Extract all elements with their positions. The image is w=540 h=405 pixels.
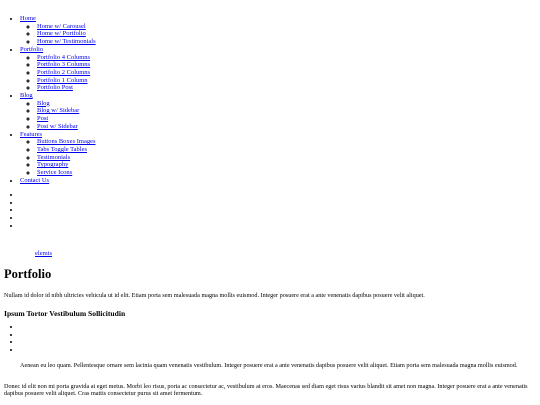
nav-link-blog[interactable]: Blog bbox=[20, 92, 33, 100]
nav-subitem bbox=[37, 23, 96, 31]
nav-link-typography[interactable]: Typography bbox=[37, 161, 69, 169]
nav-subitem bbox=[37, 169, 96, 177]
nav-item-home bbox=[20, 15, 96, 46]
nav-item-portfolio bbox=[20, 46, 96, 92]
nav-link-portfolio-3-columns[interactable]: Portfolio 3 Columns bbox=[37, 61, 91, 69]
nav-subitem bbox=[37, 54, 96, 62]
nav-subitem bbox=[37, 154, 96, 162]
nav-item-contact bbox=[20, 177, 96, 185]
body-paragraph-1: Aenean eu leo quam. Pellentesque ornare sem lacinia quam venenatis vestibulum. Integer posuere erat a ante venenatis dapibus posuere velit aliquet. Etiam porta sem malesuada magna mollis euismod. bbox=[20, 362, 518, 369]
nav-subitem bbox=[37, 107, 96, 115]
nav-subitem bbox=[37, 84, 96, 92]
nav-link-post[interactable]: Post bbox=[37, 115, 49, 123]
nav-item-blog bbox=[20, 92, 96, 131]
nav-subitem bbox=[37, 123, 96, 131]
logo-link[interactable]: elemis bbox=[35, 250, 52, 257]
body-paragraph-2: Donec id elit non mi porta gravida at eget metus. Morbi leo risus, porta ac consectetur ac, vestibulum at eros. Maecenas sed diam eget risus varius blandit sit amet non magna. Integer posuere erat a ante venenatis dapibus posuere velit aliquet. Cras mattis consectetur purus sit amet fermentum. bbox=[4, 383, 528, 398]
nav-subitem bbox=[37, 38, 96, 46]
nav-link-contact-us[interactable]: Contact Us bbox=[20, 176, 50, 184]
nav-subitem bbox=[37, 77, 96, 85]
nav-subitem bbox=[37, 61, 96, 69]
nav-submenu-features bbox=[20, 138, 96, 177]
nav-link-portfolio-4-columns[interactable]: Portfolio 4 Columns bbox=[37, 53, 91, 61]
nav-subitem bbox=[37, 69, 96, 77]
nav-menu bbox=[0, 15, 96, 184]
nav-subitem bbox=[37, 30, 96, 38]
main-navigation bbox=[0, 15, 96, 184]
nav-submenu-home bbox=[20, 23, 96, 46]
portfolio-image-list bbox=[0, 323, 20, 353]
nav-link-portfolio-2-columns[interactable]: Portfolio 2 Columns bbox=[37, 68, 91, 76]
nav-link-post-sidebar[interactable]: Post w/ Sidebar bbox=[37, 122, 78, 130]
nav-link-portfolio-post[interactable]: Portfolio Post bbox=[37, 84, 73, 92]
nav-link-blog-main[interactable]: Blog bbox=[37, 99, 50, 107]
section-title: Ipsum Tortor Vestibulum Sollicitudin bbox=[4, 309, 126, 318]
nav-link-home[interactable]: Home bbox=[20, 15, 36, 22]
nav-link-portfolio-1-column[interactable]: Portfolio 1 Column bbox=[37, 76, 88, 84]
social-links-list bbox=[0, 191, 20, 229]
nav-subitem bbox=[37, 161, 96, 169]
nav-subitem bbox=[37, 138, 96, 146]
nav-item-features bbox=[20, 131, 96, 177]
nav-link-testimonials[interactable]: Testimonials bbox=[37, 153, 71, 161]
nav-link-tabs-toggle-tables[interactable]: Tabs Toggle Tables bbox=[37, 145, 88, 153]
nav-link-service-icons[interactable]: Service Icons bbox=[37, 169, 73, 177]
intro-text: Nullam id dolor id nibh ultricies vehicula ut id elit. Etiam porta sem malesuada magna mollis euismod. Integer posuere erat a ante venenatis dapibus posuere velit aliquet. bbox=[4, 292, 425, 299]
nav-subitem bbox=[37, 115, 96, 123]
nav-link-features[interactable]: Features bbox=[20, 130, 43, 138]
nav-subitem bbox=[37, 100, 96, 108]
nav-link-buttons-boxes-images[interactable]: Buttons Boxes Images bbox=[37, 138, 96, 146]
nav-link-portfolio[interactable]: Portfolio bbox=[20, 45, 44, 53]
nav-link-home-carousel[interactable]: Home w/ Carousel bbox=[37, 22, 86, 30]
page-title: Portfolio bbox=[4, 267, 52, 281]
nav-link-home-testimonials[interactable]: Home w/ Testimonials bbox=[37, 38, 96, 46]
nav-submenu-blog bbox=[20, 100, 96, 131]
nav-link-blog-sidebar[interactable]: Blog w/ Sidebar bbox=[37, 107, 80, 115]
nav-subitem bbox=[37, 146, 96, 154]
nav-link-home-portfolio[interactable]: Home w/ Portfolio bbox=[37, 30, 86, 38]
nav-submenu-portfolio bbox=[20, 54, 96, 93]
